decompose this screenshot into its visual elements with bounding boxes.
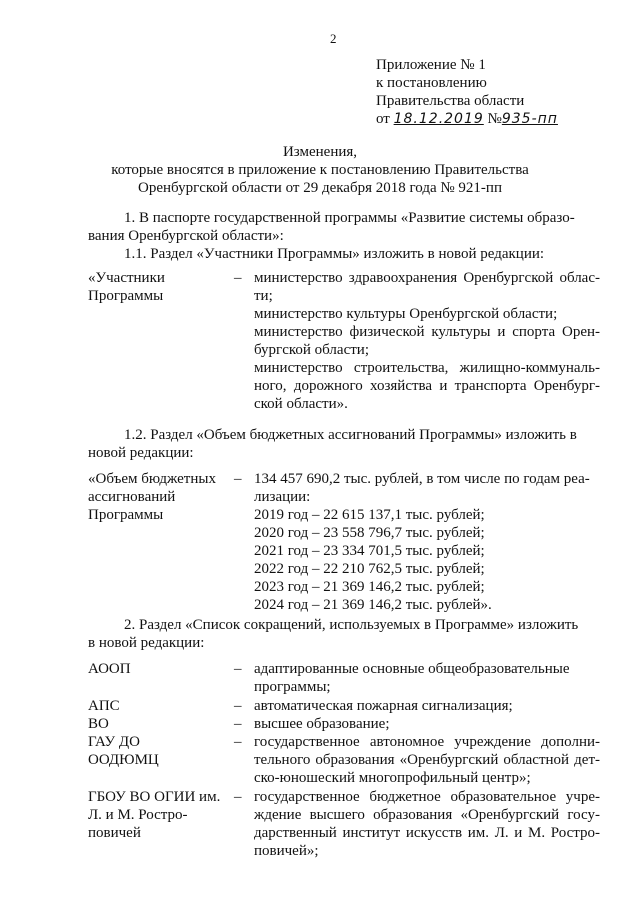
title-line-2: которые вносятся в приложение к постановлению Правительства bbox=[111, 162, 529, 178]
participant-item: министерство здравоохранения Оренбургской облас-ти; bbox=[254, 270, 600, 304]
section-1-2 bbox=[88, 426, 600, 462]
handwritten-date: 18.12.2019 bbox=[393, 111, 484, 127]
appendix-line-2: к постановлению bbox=[376, 75, 487, 91]
abbr-term: АООП bbox=[88, 661, 131, 677]
abbr-dash: – bbox=[234, 734, 242, 750]
budget-line: 2023 год – 21 369 146,2 тыс. рублей; bbox=[254, 579, 485, 595]
abbr-term: ГБОУ ВО ОГИИ им. Л. и М. Ростро-повичей bbox=[88, 789, 221, 841]
abbr-dash: – bbox=[234, 698, 242, 714]
document-title bbox=[60, 143, 580, 197]
title-line-3: Оренбургской области от 29 декабря 2018 года № 921-пп bbox=[138, 180, 502, 196]
appendix-line-1: Приложение № 1 bbox=[376, 57, 486, 73]
participants-label: «Участники Программы bbox=[88, 270, 165, 304]
budget-line: 134 457 690,2 тыс. рублей, в том числе по годам реа- bbox=[254, 471, 590, 487]
section-1-2-line-1: 1.2. Раздел «Объем бюджетных ассигнований Программы» изложить в bbox=[124, 427, 577, 443]
section-2-line-2: в новой редакции: bbox=[88, 635, 205, 651]
budget-dash: – bbox=[234, 471, 242, 487]
participant-item: министерство физической культуры и спорта Орен-бургской области; bbox=[254, 324, 600, 358]
section-1-2-line-2: новой редакции: bbox=[88, 445, 194, 461]
abbr-definition: высшее образование; bbox=[254, 716, 390, 732]
section-1-line-1: 1. В паспорте государственной программы «Развитие системы образо- bbox=[124, 210, 575, 226]
abbr-term: ГАУ ДО ООДЮМЦ bbox=[88, 734, 159, 768]
budget-line: 2024 год – 21 369 146,2 тыс. рублей». bbox=[254, 597, 492, 613]
budget-label: «Объем бюджетных ассигнований Программы bbox=[88, 471, 216, 523]
budget-line: 2022 год – 22 210 762,5 тыс. рублей; bbox=[254, 561, 485, 577]
appendix-line-3: Правительства области bbox=[376, 93, 525, 109]
abbr-definition: государственное автономное учреждение дополни-тельного образования «Оренбургский областной дет-ско-юношеский многопрофильный центр»; bbox=[254, 734, 600, 786]
handwritten-number: 935-пп bbox=[501, 111, 558, 127]
budget-line: 2021 год – 23 334 701,5 тыс. рублей; bbox=[254, 543, 485, 559]
abbr-term: АПС bbox=[88, 698, 120, 714]
appendix-header bbox=[376, 56, 558, 128]
abbr-dash: – bbox=[234, 661, 242, 677]
participant-item: министерство культуры Оренбургской области; bbox=[254, 306, 558, 322]
number-prefix: № bbox=[487, 111, 502, 127]
budget-line: лизации: bbox=[254, 489, 311, 505]
participants-list bbox=[254, 269, 600, 413]
section-2 bbox=[88, 616, 600, 652]
abbr-definition: государственное бюджетное образовательное учре-ждение высшего образования «Оренбургский госу-дарственный институт искусств им. Л. и М. Ростро-повичей»; bbox=[254, 789, 600, 859]
participant-item: министерство строительства, жилищно-коммуналь-ного, дорожного хозяйства и транспорта Оренбург-ской области». bbox=[254, 360, 600, 412]
budget-lines bbox=[254, 470, 600, 614]
page-number: 2 bbox=[330, 31, 337, 46]
abbr-dash: – bbox=[234, 789, 242, 805]
abbr-term: ВО bbox=[88, 716, 109, 732]
section-1-1: 1.1. Раздел «Участники Программы» изложить в новой редакции: bbox=[124, 246, 545, 262]
abbr-definition: автоматическая пожарная сигнализация; bbox=[254, 698, 513, 714]
section-2-line-1: 2. Раздел «Список сокращений, используемых в Программе» изложить bbox=[124, 617, 579, 633]
section-1-line-2: вания Оренбургской области»: bbox=[88, 228, 284, 244]
abbr-definition: адаптированные основные общеобразовательные программы; bbox=[254, 661, 570, 695]
date-prefix: от bbox=[376, 111, 390, 127]
budget-line: 2019 год – 22 615 137,1 тыс. рублей; bbox=[254, 507, 485, 523]
participants-dash: – bbox=[234, 270, 242, 286]
budget-line: 2020 год – 23 558 796,7 тыс. рублей; bbox=[254, 525, 485, 541]
abbr-dash: – bbox=[234, 716, 242, 732]
appendix-date-line bbox=[376, 110, 558, 128]
title-line-1: Изменения, bbox=[282, 144, 358, 160]
section-1 bbox=[88, 209, 600, 263]
